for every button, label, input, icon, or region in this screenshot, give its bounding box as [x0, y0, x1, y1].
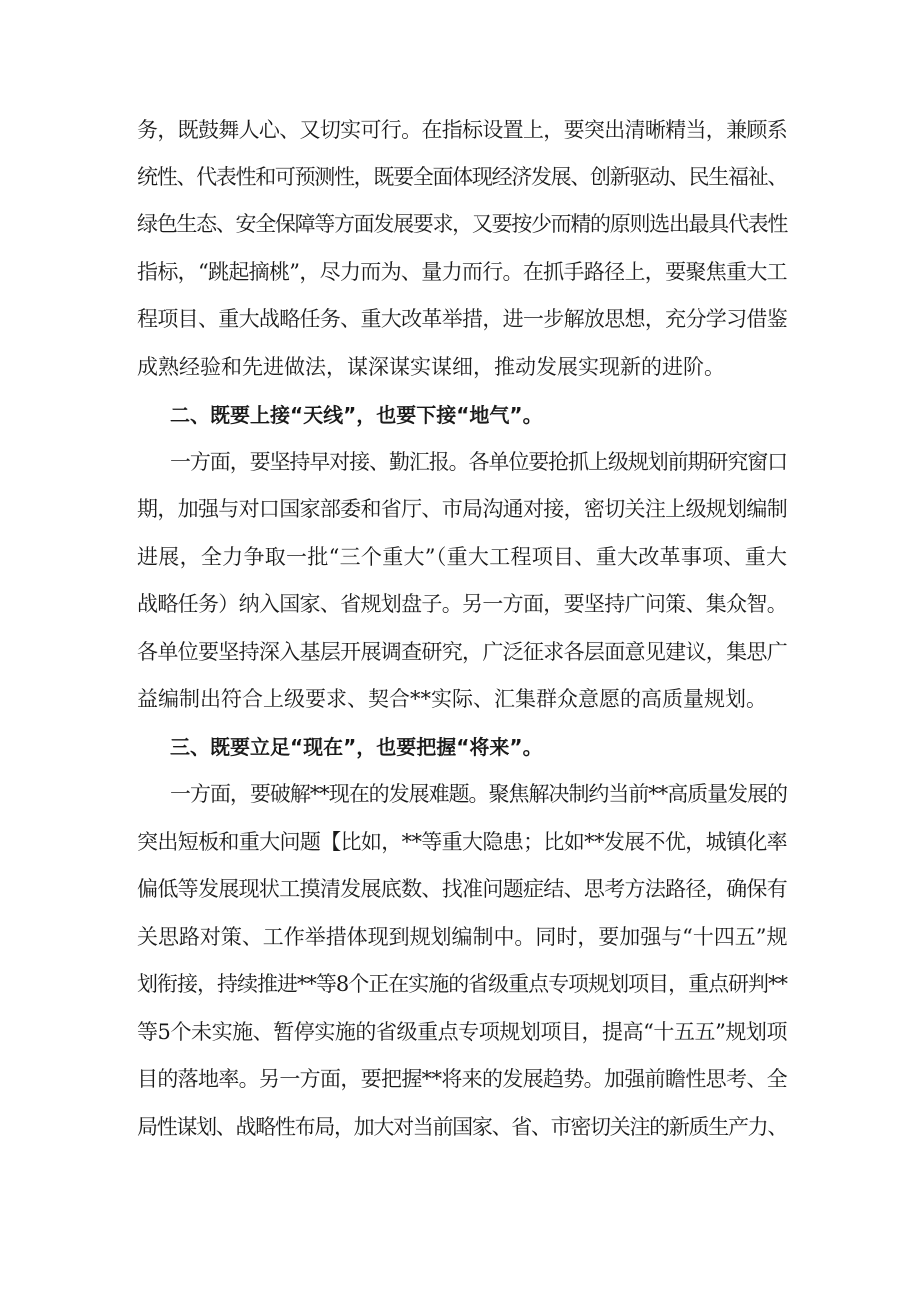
paragraph-line: 目的落地率。另一方面，要把握**将来的发展趋势。加强前瞻性思考、全 [137, 1067, 787, 1091]
paragraph-line: 指标，“跳起摘桃”，尽力而为、量力而行。在抓手路径上，要聚焦重大工 [137, 260, 787, 284]
paragraph-line: 绿色生态、安全保障等方面发展要求，又要按少而精的原则选出最具代表性 [137, 212, 787, 236]
paragraph-line: 各单位要坚持深入基层开展调查研究，广泛征求各层面意见建议，集思广 [137, 640, 787, 664]
paragraph-line: 一方面，要破解**现在的发展难题。聚焦解决制约当前**高质量发展的 [170, 782, 787, 806]
paragraph-line: 统性、代表性和可预测性，既要全面体现经济发展、创新驱动、民生福祉、 [137, 165, 787, 189]
paragraph-line: 划衔接，持续推进**等8个正在实施的省级重点专项规划项目，重点研判** [137, 972, 787, 996]
paragraph-line: 程项目、重大战略任务、重大改革举措，进一步解放思想，充分学习借鉴 [137, 307, 787, 331]
paragraph-line: 务，既鼓舞人心、又切实可行。在指标设置上，要突出清晰精当，兼顾系 [137, 118, 787, 142]
section-heading: 二、既要上接“天线”，也要下接“地气”。 [170, 403, 543, 427]
paragraph-line: 进展，全力争取一批“三个重大”（重大工程项目、重大改革事项、重大 [137, 545, 787, 569]
paragraph-line: 期，加强与对口国家部委和省厅、市局沟通对接，密切关注上级规划编制 [137, 497, 787, 521]
paragraph-line: 局性谋划、战略性布局，加大对当前国家、省、市密切关注的新质生产力、 [137, 1115, 787, 1139]
paragraph-line: 偏低等发展现状工摸清发展底数、找准问题症结、思考方法路径，确保有 [137, 877, 787, 901]
paragraph-line: 关思路对策、工作举措体现到规划编制中。同时，要加强与“十四五”规 [137, 925, 788, 949]
paragraph-line: 成熟经验和先进做法，谋深谋实谋细，推动发展实现新的进阶。 [137, 355, 725, 379]
paragraph-line: 战略任务）纳入国家、省规划盘子。另一方面，要坚持广问策、集众智。 [137, 592, 787, 616]
paragraph-line: 一方面，要坚持早对接、勤汇报。各单位要抢抓上级规划前期研究窗口 [170, 450, 787, 474]
section-heading: 三、既要立足“现在”，也要把握“将来”。 [170, 735, 543, 759]
paragraph-line: 突出短板和重大问题【比如，**等重大隐患；比如**发展不优，城镇化率 [137, 830, 787, 854]
paragraph-line: 益编制出符合上级要求、契合**实际、汇集群众意愿的高质量规划。 [137, 687, 767, 711]
paragraph-line: 等5个未实施、暂停实施的省级重点专项规划项目，提高“十五五”规划项 [137, 1020, 787, 1044]
